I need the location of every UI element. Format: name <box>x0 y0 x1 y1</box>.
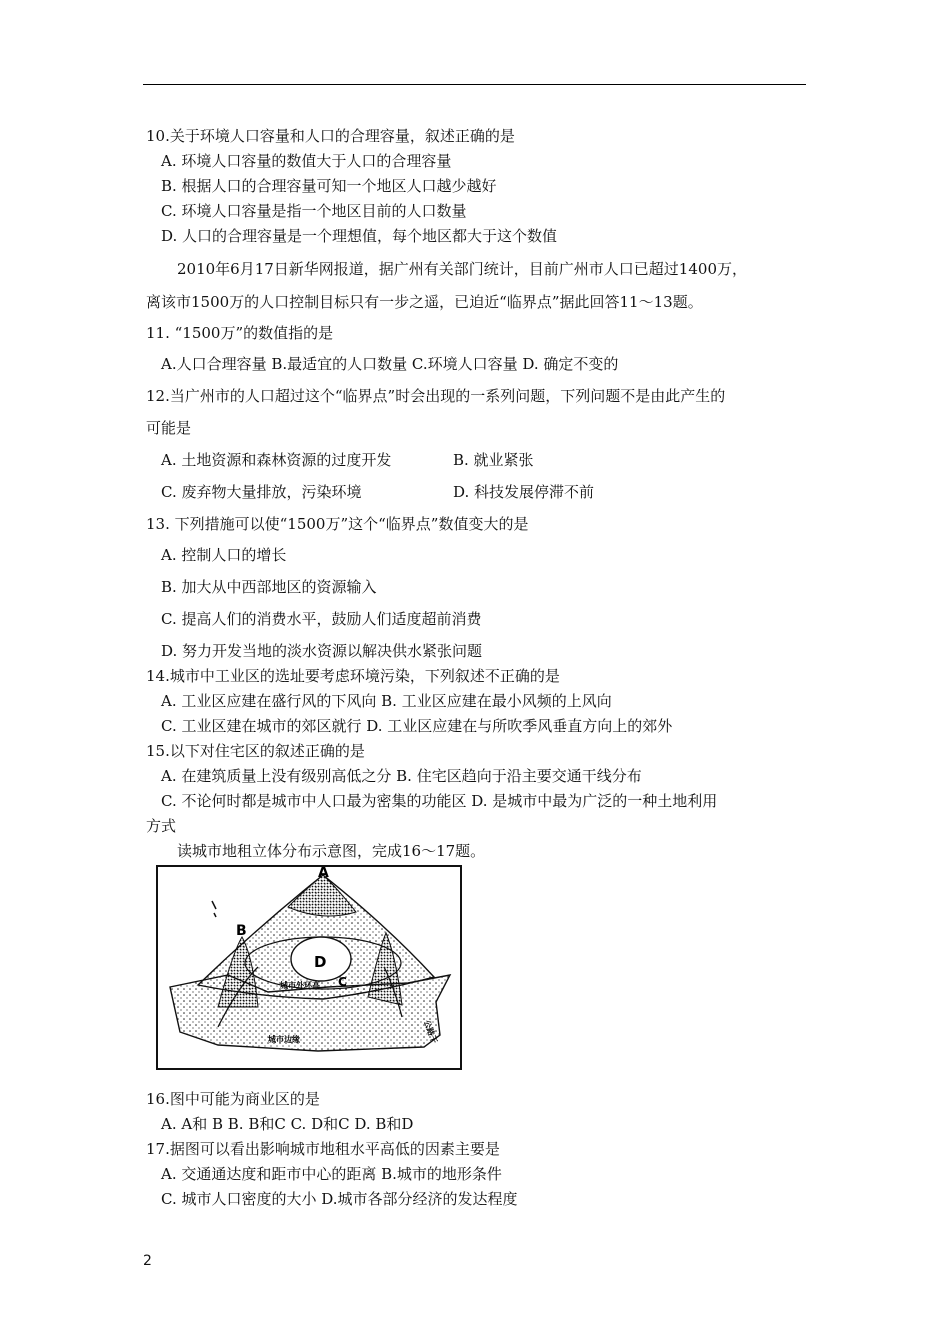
q16-options: A. A和 B B. B和C C. D和C D. B和D <box>161 1115 414 1133</box>
q13-option-b: B. 加大从中西部地区的资源输入 <box>161 578 377 596</box>
stray-mark <box>212 901 216 917</box>
label-d: D <box>314 953 327 971</box>
q11-options: A.人口合理容量 B.最适宜的人口数量 C.环境人口容量 D. 确定不变的 <box>161 355 619 373</box>
label-c: C <box>338 975 347 989</box>
q10-option-a: A. 环境人口容量的数值大于人口的合理容量 <box>161 152 452 170</box>
q10-option-c: C. 环境人口容量是指一个地区目前的人口数量 <box>161 202 467 220</box>
land-rent-diagram <box>158 867 460 1068</box>
q15-options-ab: A. 在建筑质量上没有级别高低之分 B. 住宅区趋向于沿主要交通干线分布 <box>161 767 642 785</box>
q12-option-c: C. 废弃物大量排放，污染环境 <box>161 483 362 501</box>
q10-stem: 10.关于环境人口容量和人口的合理容量，叙述正确的是 <box>146 127 515 145</box>
q13-option-d: D. 努力开发当地的淡水资源以解决供水紧张问题 <box>161 642 483 660</box>
q10-option-b: B. 根据人口的合理容量可知一个地区人口越少越好 <box>161 177 497 195</box>
label-b: B <box>236 923 247 939</box>
label-highway: 公路干 <box>422 1018 439 1045</box>
q14-stem: 14.城市中工业区的选址要考虑环境污染，下列叙述不正确的是 <box>146 667 560 685</box>
q10-option-d: D. 人口的合理容量是一个理想值，每个地区都大于这个数值 <box>161 227 558 245</box>
q13-option-c: C. 提高人们的消费水平，鼓励人们适度超前消费 <box>161 610 482 628</box>
q17-stem: 17.据图可以看出影响城市地租水平高低的因素主要是 <box>146 1140 500 1158</box>
q13-option-a: A. 控制人口的增长 <box>161 546 287 564</box>
passage1-line1: 2010年6月17日新华网报道，据广州有关部门统计，目前广州市人口已超过1400万， <box>177 260 747 278</box>
land-rent-figure <box>156 865 462 1070</box>
q15-options-cd-cont: 方式 <box>146 817 177 835</box>
page-number: 2 <box>143 1253 152 1269</box>
header-rule <box>143 84 806 85</box>
q13-stem: 13. 下列措施可以使“1500万”这个“临界点”数值变大的是 <box>146 515 529 533</box>
q12-option-d: D. 科技发展停滞不前 <box>453 483 595 501</box>
label-a: A <box>318 867 329 881</box>
q14-options-cd: C. 工业区建在城市的郊区就行 D. 工业区应建在与所吹季风垂直方向上的郊外 <box>161 717 673 735</box>
passage1-line2: 离该市1500万的人口控制目标只有一步之遥，已迫近“临界点”据此回答11～13题。 <box>146 293 703 311</box>
q12-stem-line1: 12.当广州市的人口超过这个“临界点”时会出现的一系列问题，下列问题不是由此产生的 <box>146 387 726 405</box>
q15-stem: 15.以下对住宅区的叙述正确的是 <box>146 742 365 760</box>
q12-stem-line2: 可能是 <box>146 419 192 437</box>
label-ring-road: 城市外环高 <box>280 981 320 990</box>
q11-stem: 11. “1500万”的数值指的是 <box>146 324 334 342</box>
q14-options-ab: A. 工业区应建在盛行风的下风向 B. 工业区应建在最小风频的上风向 <box>161 692 612 710</box>
q17-options-ab: A. 交通通达度和距市中心的距离 B.城市的地形条件 <box>161 1165 502 1183</box>
q15-options-cd: C. 不论何时都是城市中人口最为密集的功能区 D. 是城市中最为广泛的一种土地利用 <box>161 792 718 810</box>
passage2: 读城市地租立体分布示意图，完成16～17题。 <box>177 842 486 860</box>
q12-option-a: A. 土地资源和森林资源的过度开发 <box>161 451 392 469</box>
q16-stem: 16.图中可能为商业区的是 <box>146 1090 320 1108</box>
label-city-edge: 城市边缘 <box>268 1035 300 1044</box>
q12-option-b: B. 就业紧张 <box>453 451 534 469</box>
q17-options-cd: C. 城市人口密度的大小 D.城市各部分经济的发达程度 <box>161 1190 518 1208</box>
